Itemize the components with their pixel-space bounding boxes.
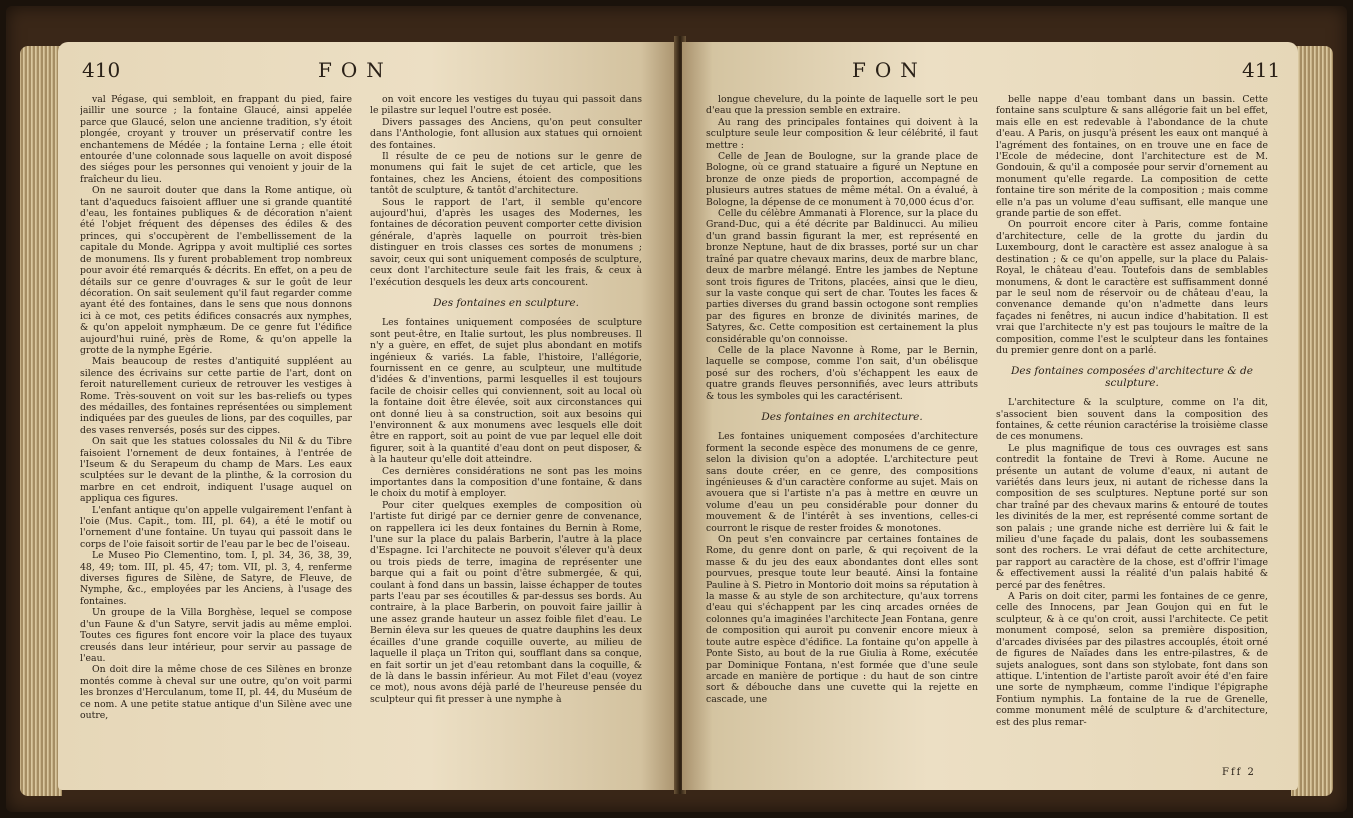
left-column-2 xyxy=(370,94,642,760)
paragraph: Mais beaucoup de restes d'antiquité suppléent au silence des écrivains sur cette partie de l'art, dont on feroit naturellement curieux de retrouver les vestiges à Rome. Très-souvent on voit sur les bas-reliefs ou types des médailles, des fontaines représentées ou simplement indiquées par des gueules de lions, par des coquilles, par des vases renversés, posés sur des cippes. xyxy=(80,356,352,436)
right-column-2 xyxy=(996,94,1268,760)
right-col2b-text xyxy=(996,397,1268,728)
page-number-left: 410 xyxy=(82,58,121,82)
right-col1-text xyxy=(706,94,978,402)
paragraph: Les fontaines uniquement composées d'architecture forment la seconde espèce des monumens de ce genre, selon la division qu'on a adoptée. L'architecture peut sans doute créer, en ce genre, des compositions ingénieuses & d'un caractère conforme au sujet. Mais on avouera que si l'artiste n'a pas à mettre en œuvre un volume d'eau un peu considérable pour donner du mouvement & de l'intérêt à ses inventions, celles-ci courront le risque de rester froides & monotones. xyxy=(706,431,978,534)
right-column-1 xyxy=(706,94,978,760)
running-head-right: FON xyxy=(852,58,927,82)
paragraph: longue chevelure, du la pointe de laquelle sort le peu d'eau que la pression semble en extraire. xyxy=(706,94,978,117)
paragraph: A Paris on doit citer, parmi les fontaines de ce genre, celle des Innocens, par Jean Goujon qui en fut le sculpteur, & à ce qu'on croit, aussi l'architecte. Ce petit monument composé, selon sa première disposition, d'arcades divisées par des pilastres accouplés, étoit orné de figures de Naïades dans les entre-pilastres, & de sujets analogues, sont dans son stylobate, font dans son attique. L'intention de l'artiste paroît avoir été d'en faire une sorte de nymphæum, comme l'indique l'épigraphe Fontium nymphis. La fontaine de la rue de Grenelle, comme monument mêlé de sculpture & d'architecture, est des plus remar- xyxy=(996,591,1268,728)
left-column-1 xyxy=(80,94,352,760)
section-heading-mixed: Des fontaines composées d'architecture & de sculpture. xyxy=(1011,365,1253,389)
left-col1-text xyxy=(80,94,352,721)
section-heading-architecture: Des fontaines en architecture. xyxy=(761,410,923,423)
right-page xyxy=(682,42,1298,790)
left-page xyxy=(58,42,678,790)
page-number-right: 411 xyxy=(1242,58,1281,82)
paragraph: Un groupe de la Villa Borghèse, lequel se compose d'un Faune & d'un Satyre, servit jadis au même emploi. Toutes ces figures font encore voir la place des tuyaux creusés dans leur intérieur, pour servir au passage de l'eau. xyxy=(80,607,352,664)
section-heading-sculpture: Des fontaines en sculpture. xyxy=(433,296,579,309)
running-head-left: FON xyxy=(318,58,393,82)
paragraph: on voit encore les vestiges du tuyau qui passoit dans le pilastre sur lequel l'outre est posée. xyxy=(370,94,642,117)
paragraph: Celle de la place Navonne à Rome, par le Bernin, laquelle se compose, comme l'on sait, d'un obélisque posé sur des rochers, d'où s'échappent les eaux de quatre grands fleuves personnifiés, avec leurs attributs & tous les symboles qui les caractérisent. xyxy=(706,344,978,402)
right-header xyxy=(682,58,1298,88)
paragraph: Pour citer quelques exemples de composition où l'artiste fut dirigé par ce dernier genre de convenance, on rappellera ici les deux fontaines du Bernin à Rome, l'une sur la place du palais Barberin, l'autre à la place d'Espagne. Ici l'architecte ne pouvoit s'élever qu'à deux ou trois pieds de terre, imagina de représenter une barque qui a fait ou point d'être submergée, & qui, coulant à fond dans un bassin, laisse échapper de toutes parts l'eau par ses écoutilles & par-dessus ses bords. Au contraire, à la place Barberin, on pouvoit faire jaillir à une assez grande hauteur un assez foible filet d'eau. Le Bernin éleva sur les queues de quatre dauphins les deux écailles d'une grande coquille ouverte, au milieu de laquelle il plaça un Triton qui, soufflant dans sa conque, en fait sortir un jet d'eau retombant dans la coquille, & de là dans le bassin inférieur. Au mot Filet d'eau (voyez ce mot), nous avons déjà parlé de l'heureuse pensée du sculpteur qui fit presser à une nymphe à xyxy=(370,499,642,705)
paragraph: belle nappe d'eau tombant dans un bassin. Cette fontaine sans sculpture & sans allégorie fait un bel effet, mais elle en est redevable à l'abondance de la chute d'eau. A Paris, on jusqu'à présent les eaux ont manqué à l'agrément des fontaines, on en trouve une en face de l'Ecole de médecine, dont l'architecture est de M. Gondouin, & qu'il a composée pour servir d'ornement au monument qu'elle regarde. La composition de cette fontaine tire son mérite de la composition ; mais comme elle n'a pas un volume d'eau suffisant, elle manque une grande partie de son effet. xyxy=(996,94,1268,220)
paragraph: Il résulte de ce peu de notions sur le genre de monumens qui fait le sujet de cet article, que les fontaines, chez les Anciens, étoient des compositions tantôt de sculpture, & tantôt d'architecture. xyxy=(370,151,642,197)
paragraph: On pourroit encore citer à Paris, comme fontaine d'architecture, celle de la grotte du jardin du Luxembourg, dont le caractère est assez analogue à sa destination ; & ce qu'on appelle, sur la place du Palais-Royal, le château d'eau. Toutefois dans de semblables monumens, & dont le caractère est suffisamment donné par le seul nom de réservoir ou de château d'eau, la convenance demande qu'on n'admette dans leurs façades ni fenêtres, ni aucun indice d'habitation. Il est vrai que l'architecte n'y est pas toujours le maître de la composition, comme l'est le sculpteur dans les fontaines du premier genre dont on a parlé. xyxy=(996,219,1268,356)
paragraph: Au rang des principales fontaines qui doivent à la sculpture seule leur composition & leur célébrité, il faut mettre : xyxy=(706,116,978,151)
paragraph: On ne sauroit douter que dans la Rome antique, où tant d'aqueducs faisoient affluer une si grande quantité d'eau, les fontaines publiques & de décoration n'aient été l'objet fréquent des dépenses des édiles & des princes, qui s'occupèrent de l'embellissement de la capitale du Monde. Agrippa y avoit multiplié ces sortes de monumens. Ils y furent probablement trop nombreux pour avoir été remarqués & décrits. En effet, on a peu de détails sur ce genre d'ouvrages & sur le goût de leur décoration. On sait seulement qu'il faut regarder comme ayant été des fontaines, dans le sens que nous donnons ici à ce mot, ces petits édifices consacrés aux nymphes, & qu'on appeloit nymphæum. De ce genre fut l'édifice aujourd'hui ruiné, près de Rome, & qu'on appelle la grotte de la nymphe Egérie. xyxy=(80,185,352,356)
open-book xyxy=(6,6,1347,812)
paragraph: On doit dire la même chose de ces Silènes en bronze montés comme à cheval sur une outre, qu'on voit parmi les bronzes d'Herculanum, tome II, pl. 44, du Muséum de ce nom. A une petite statue antique d'un Silène avec une outre, xyxy=(80,664,352,721)
page-edges-left xyxy=(20,46,62,796)
paragraph: Divers passages des Anciens, qu'on peut consulter dans l'Anthologie, font allusion aux statues qui ornoient des fontaines. xyxy=(370,116,642,151)
paragraph: L'enfant antique qu'on appelle vulgairement l'enfant à l'oie (Mus. Capit., tom. III, pl. 64), a été le motif ou l'ornement d'une fontaine. Un tuyau qui passoit dans le corps de l'oie faisoit sortir de l'eau par le bec de l'oiseau. xyxy=(80,504,352,550)
paragraph: Sous le rapport de l'art, il semble qu'encore aujourd'hui, d'après les usages des Modernes, les fontaines de décoration peuvent comporter cette division générale, d'après laquelle on pourroit très-bien distinguer en trois classes ces sortes de monumens ; savoir, ceux qui sont uniquement composés de sculpture, ceux dont l'architecture seule fait les frais, & ceux à l'exécution desquels les deux arts concourent. xyxy=(370,196,642,288)
paragraph: Celle de Jean de Boulogne, sur la grande place de Bologne, où ce grand statuaire a figuré un Neptune en bronze de onze pieds de proportion, accompagné de plusieurs autres statues de même métal. On a évalué, à Bologne, la dépense de ce monument à 70,000 écus d'or. xyxy=(706,151,978,208)
right-col2-text xyxy=(996,94,1268,356)
left-header xyxy=(58,58,678,88)
paragraph: val Pégase, qui sembloit, en frappant du pied, faire jaillir une source ; la fontaine Glaucé, ainsi appelée parce que Glaucé, selon une ancienne tradition, s'y étoit plongée, croyant y trouver un préservatif contre les enchantemens de Médée ; la fontaine Lerna ; elle étoit entourée d'une colonnade sous laquelle on avoit disposé des siéges pour les personnes qui venoient y jouir de la fraîcheur du lieu. xyxy=(80,94,352,185)
paragraph: On sait que les statues colossales du Nil & du Tibre faisoient l'ornement de deux fontaines, à l'entrée de l'Iseum & du Serapeum du champ de Mars. Les eaux sculptées sur le devant de la plinthe, & la corrosion du marbre en cet endroit, indiquent l'usage auquel on appliqua ces figures. xyxy=(80,436,352,505)
paragraph: Celle du célèbre Ammanati à Florence, sur la place du Grand-Duc, qui a été décrite par Baldinucci. Au milieu d'un grand bassin figurant la mer, est représenté en bronze Neptune, haut de dix brasses, porté sur un char traîné par quatre chevaux marins, deux de marbre blanc, deux de marbre mélangé. Entre les jambes de Neptune sont trois figures de Tritons, placées, ainsi que le dieu, sur la vaste conque qui sert de char. Toutes les faces & parties diverses du grand bassin octogone sont remplies par des figures en bronze de divinités marines, de Satyres, &c. Cette composition est certainement la plus considérable qu'on connoisse. xyxy=(706,208,978,345)
left-col2b-text xyxy=(370,317,642,705)
signature-mark: Fff 2 xyxy=(1222,767,1256,778)
paragraph: On peut s'en convaincre par certaines fontaines de Rome, du genre dont on parle, & qui reçoivent de la masse & du jeu des eaux abondantes dont elles sont pourvues, presque toute leur beauté. Ainsi la fontaine Pauline à S. Pietro in Montorio doit moins sa réputation à la masse & au style de son architecture, qu'aux torrens d'eau qui s'échappent par les cinq arcades ornées de colonnes qu'a imaginées l'architecte Jean Fontana, genre de composition qui auroit pu convenir encore mieux à toute autre espèce d'édifice. La fontaine qu'on appelle à Ponte Sisto, au bout de la rue Giulia à Rome, exécutée par Dominique Fontana, n'est formée que d'une seule arcade en manière de portique : du haut de son cintre sort & débouche dans une cuvette qui la rejette en cascade, une xyxy=(706,534,978,705)
paragraph: Le Museo Pio Clementino, tom. I, pl. 34, 36, 38, 39, 48, 49; tom. III, pl. 45, 47; tom. VII, pl. 3, 4, renferme diverses figures de Silène, de Satyre, de Fleuve, de Nymphe, &c., employées par les Anciens, à l'usage des fontaines. xyxy=(80,550,352,607)
paragraph: Les fontaines uniquement composées de sculpture sont peut-être, en Italie surtout, les plus nombreuses. Il n'y a guère, en effet, de sujet plus abondant en motifs ingénieux & variés. La fable, l'histoire, l'allégorie, fournissent en ce genre, au sculpteur, une multitude d'idées & d'inventions, parmi lesquelles il est toujours facile de choisir celles qui conviennent, soit au local où la fontaine doit être élevée, soit aux circonstances qui ont donné lieu à sa construction, soit aux besoins qui l'environnent & aux monumens avec lesquels elle doit être en rapport, soit au point de vue par lequel elle doit figurer, soit à la quantité d'eau dont on peut disposer, & à la hauteur qu'elle doit atteindre. xyxy=(370,317,642,466)
right-col1b-text xyxy=(706,431,978,705)
paragraph: Ces dernières considérations ne sont pas les moins importantes dans la composition d'une fontaine, & dans le choix du motif à employer. xyxy=(370,465,642,500)
paragraph: L'architecture & la sculpture, comme on l'a dit, s'associent bien souvent dans la composition des fontaines, & cette réunion caractérise la troisième classe de ces monumens. xyxy=(996,397,1268,443)
paragraph: Le plus magnifique de tous ces ouvrages est sans contredit la fontaine de Trevi à Rome. Aucune ne présente un autant de volume d'eaux, ni autant de variétés dans leurs jeux, ni autant de richesse dans la composition de ses sculptures. Neptune porté sur son char traîné par des chevaux marins & entouré de toutes les divinités de la mer, est représenté comme sortant de son palais ; une grande niche est derrière lui & fait le milieu d'une façade du palais, dont les soubassemens sont des rochers. Le vrai défaut de cette architecture, par rapport au caractère de la chose, est d'offrir l'image & effectivement aussi la réalité d'un palais habité & percé par des fenêtres. xyxy=(996,442,1268,591)
left-col2-text xyxy=(370,94,642,288)
